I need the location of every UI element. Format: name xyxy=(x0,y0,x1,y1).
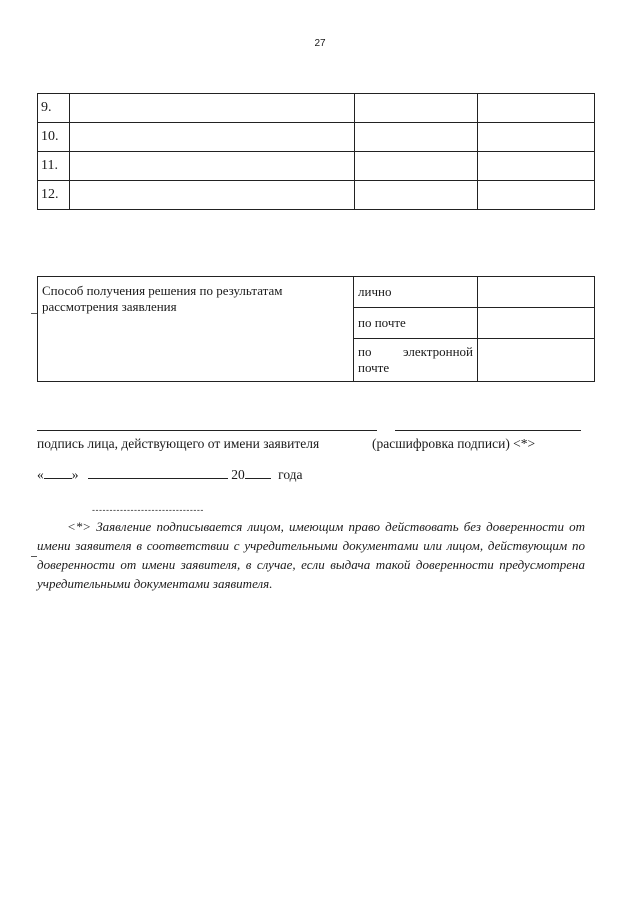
signature-line[interactable] xyxy=(37,430,377,431)
option-electronic xyxy=(354,339,478,382)
footnote-separator: -------------------------------- xyxy=(92,505,204,515)
option-mail-mark[interactable] xyxy=(478,308,595,339)
month-blank[interactable] xyxy=(88,466,228,479)
delivery-method-label: Способ получения решения по результатам рассмотрения заявления xyxy=(38,277,354,382)
row-number: 12. xyxy=(38,181,70,210)
row-number: 11. xyxy=(38,152,70,181)
table-cell xyxy=(478,152,595,181)
option-electronic-word: почте xyxy=(358,360,390,375)
signature-decoding-caption: (расшифровка подписи) <*> xyxy=(372,436,536,451)
table-cell xyxy=(355,152,478,181)
delivery-method-table xyxy=(37,276,595,382)
table-row xyxy=(38,123,595,152)
page-number: 27 xyxy=(314,38,326,49)
year-blank[interactable] xyxy=(245,466,271,479)
table-cell xyxy=(70,181,355,210)
row-number: 9. xyxy=(38,94,70,123)
table-row xyxy=(38,152,595,181)
table-row xyxy=(38,181,595,210)
year-prefix: 20 xyxy=(231,467,245,482)
table-cell xyxy=(70,152,355,181)
table-cell xyxy=(478,181,595,210)
table-cell xyxy=(355,94,478,123)
option-personal-mark[interactable] xyxy=(478,277,595,308)
option-electronic-mark[interactable] xyxy=(478,339,595,382)
option-electronic-word: по xyxy=(358,344,372,359)
items-table xyxy=(37,93,595,210)
scan-mark xyxy=(31,556,37,557)
option-mail: по почте xyxy=(354,308,478,339)
option-electronic-word: электронной xyxy=(403,344,473,359)
signature-caption: подпись лица, действующего от имени заявителя xyxy=(37,436,320,451)
signature-decoding-line[interactable] xyxy=(395,430,581,431)
close-quote: » xyxy=(71,467,79,482)
table-cell xyxy=(478,94,595,123)
year-suffix: года xyxy=(278,467,303,482)
table-cell xyxy=(355,181,478,210)
table-cell xyxy=(70,123,355,152)
table-cell xyxy=(355,123,478,152)
table-cell xyxy=(70,94,355,123)
open-quote: « xyxy=(37,467,44,482)
footnote-text: <*> Заявление подписывается лицом, имеющим право действовать без доверенности от имени заявителя в соответствии с учредительными документами или лицом, действующим по доверенности от имени заявителя, в случае, если выдача такой доверенности предусмотрена учредительными документами заявителя. xyxy=(37,519,585,591)
row-number: 10. xyxy=(38,123,70,152)
scan-mark xyxy=(31,313,37,314)
table-cell xyxy=(478,123,595,152)
day-blank[interactable] xyxy=(44,466,72,479)
table-row xyxy=(38,94,595,123)
date-line xyxy=(37,466,303,483)
option-personal: лично xyxy=(354,277,478,308)
